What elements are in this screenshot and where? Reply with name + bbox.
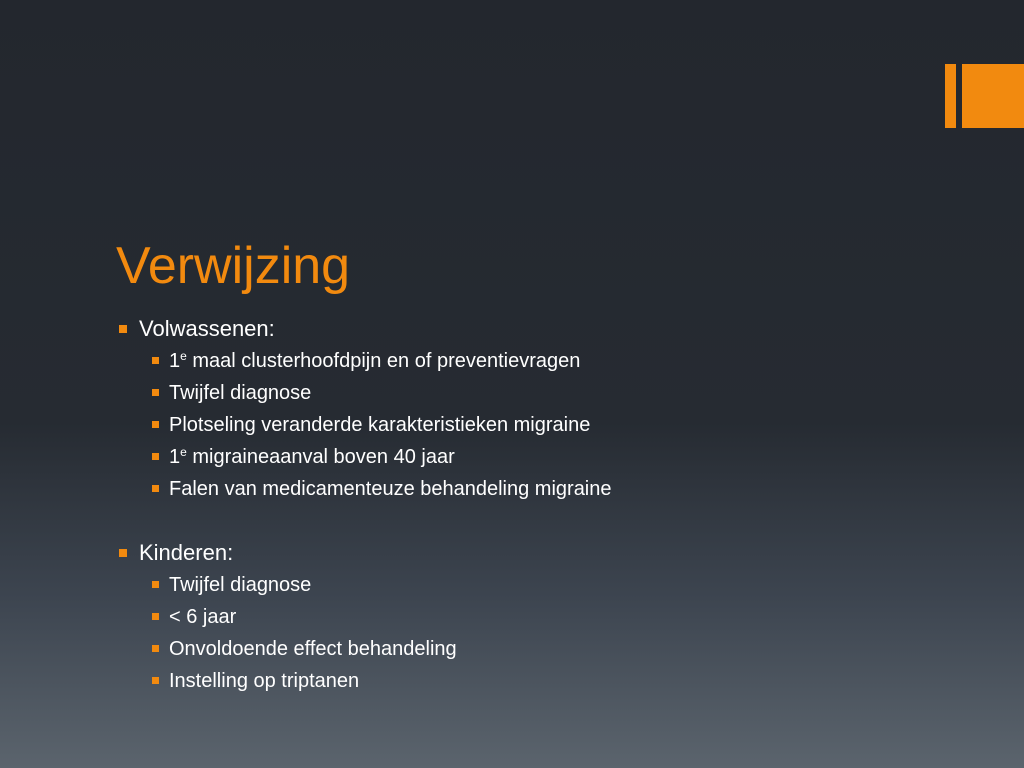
list-item xyxy=(118,346,998,378)
section-heading-label: Kinderen: xyxy=(139,540,234,565)
section-heading-volwassenen xyxy=(118,314,998,346)
item-text: maal clusterhoofdpijn en of preventievragen xyxy=(186,350,581,372)
accent-bar-block xyxy=(962,64,1024,128)
list-item xyxy=(118,410,998,442)
item-text: Twijfel diagnose xyxy=(169,382,312,404)
list-item xyxy=(118,442,998,474)
item-text: < 6 jaar xyxy=(169,606,237,628)
square-bullet-icon xyxy=(119,325,127,333)
section-heading-kinderen xyxy=(118,538,998,570)
slide-content xyxy=(118,314,998,698)
section-spacer xyxy=(118,506,998,538)
list-item xyxy=(118,570,998,602)
square-bullet-icon xyxy=(152,645,159,652)
list-item xyxy=(118,666,998,698)
item-text: Plotseling veranderde karakteristieken migraine xyxy=(169,414,591,436)
square-bullet-icon xyxy=(152,421,159,428)
square-bullet-icon xyxy=(152,581,159,588)
item-prefix: 1 xyxy=(169,446,181,468)
square-bullet-icon xyxy=(152,357,159,364)
slide-title: Verwijzing xyxy=(116,237,351,295)
list-item xyxy=(118,634,998,666)
item-text: Instelling op triptanen xyxy=(169,670,360,692)
item-text: Falen van medicamenteuze behandeling migraine xyxy=(169,478,612,500)
item-text: migraineaanval boven 40 jaar xyxy=(186,446,455,468)
square-bullet-icon xyxy=(152,677,159,684)
item-text: Twijfel diagnose xyxy=(169,574,312,596)
square-bullet-icon xyxy=(152,613,159,620)
item-text: Onvoldoende effect behandeling xyxy=(169,638,457,660)
list-item xyxy=(118,378,998,410)
square-bullet-icon xyxy=(119,549,127,557)
square-bullet-icon xyxy=(152,453,159,460)
item-superscript: e xyxy=(180,445,187,459)
square-bullet-icon xyxy=(152,485,159,492)
section-heading-label: Volwassenen: xyxy=(139,316,275,341)
item-prefix: 1 xyxy=(169,350,181,372)
item-superscript: e xyxy=(180,349,187,363)
accent-bar-thin xyxy=(945,64,956,128)
list-item xyxy=(118,602,998,634)
square-bullet-icon xyxy=(152,389,159,396)
list-item xyxy=(118,474,998,506)
